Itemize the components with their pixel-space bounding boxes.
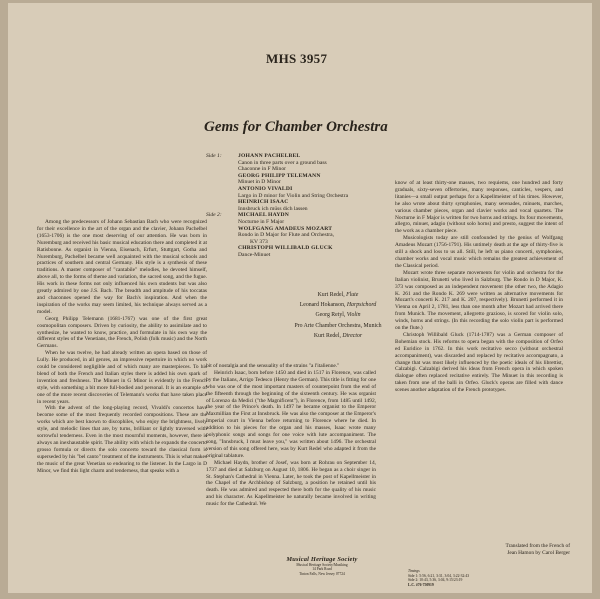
performer-name: Leonard Hokanson, (299, 302, 347, 309)
catalog-number: MHS 3957 (266, 51, 328, 66)
work-title: Dance-Minuet (238, 251, 271, 258)
notes-paragraph: Christoph Willibald Gluck (1714-1787) was a German composer of Bohemian stock. His reforms to opera began with the composition of Orfeo ed Euridice in 1762. In this work recitativo secco (without orchestral accompaniment), was discarded and replaced by recitativo accompagnato, a change that was most likely influenced by the poetic ideals of his librettist, Calzabigi. Calzabigi derived his ideas from French opera in which spoken dialogue often replaced recitative entirely. The Minuet in this recording is taken from one of the balli in Orfeo. Gluck's operas are filled with dance scenes another adaptation of the French prototypes. (395, 331, 563, 394)
performer-role: Director (342, 332, 363, 339)
composer-name: HEINRICH ISAAC (238, 199, 289, 206)
album-title: Gems for Chamber Orchestra (204, 119, 388, 135)
performer (258, 321, 418, 331)
work-title: Nocturne in F Major (238, 218, 285, 225)
label-address-line: Tinton Falls, New Jersey 07724 (299, 571, 345, 576)
notes-paragraph: Michael Haydn, brother of Josef, was born at Rohrau on September 14, 1737 and died at Salzburg on August 10, 1806. He began as a choir singer in St. Stephan's Cathedral in Vienna. Later, he took the post of Kapellmeister in the Chapel of the Archbishop of Salzburg, a position he retained until his death. He was admired and respected there both for the quality of his music and his character. As Kapellmeister he naturally became involved in writing music for the Cathedral. We (206, 459, 376, 508)
performer-name: Georg Retyl, (315, 312, 347, 319)
side2-row-1 (206, 212, 416, 219)
notes-paragraph: Musicologists today are still confounded by the genius of Wolfgang Amadeus Mozart (1756-1791). His untimely death at the age of thirty-five is still a shock and loss to us all. Still, he left us piano concerti, symphonies, chamber works and vocal music which remains the greatest achievement of the Classical period. (395, 235, 563, 269)
performer-name: Kurt Redel, (317, 292, 347, 298)
notes-paragraph: Mozart wrote three separate movements for violin and orchestra for the Italian violinist, Brunetti who lived in Salzburg. The Rondo in D Major, K. 373 was composed as an independent movement (the other two, the Adagio K. 261 and the Rondo K. 269 were written as alternative movements for Mozart's concerti K. 217 and K. 207, respectively). Brunetti performed it in Vienna on April 2, 1781, less than one month after Mozart had arrived there from Munich. The movement, allegretto grazioso, is scored for violin solo, winds, horns and strings. (In this recording the solo violin part is performed on the flute.) (395, 269, 563, 332)
notes-paragraph: know of at least thirty-one masses, two requiems, one hundred and forty graduals, sixty-seven offertories, many responses, canticles, vespers, and litanies—a small output perhaps for a Kapellmeister of his times. However, he also wrote about thirty symphonies, many serenades, minuets, marches, various chamber pieces, organ and clavier works and vocal quartets. The Nocturne in F Major is written for two horns and strings. Its four movements, allegro, minuet, adagio (without solo horns) and presto, suggest the intent of the work as a chamber piece. (395, 180, 563, 235)
composer-name: WOLFGANG AMADEUS MOZART (238, 225, 333, 232)
composer-name: GEORG PHILIPP TELEMANN (238, 172, 321, 179)
library-of-congress-number: L.C. #76-750919 (408, 582, 434, 587)
work-title: Rondo in D Major for Flute and Orchestra, (238, 232, 335, 239)
work-title: Minuet in D Minor (238, 179, 281, 186)
performer (258, 290, 418, 300)
work-title: Largo in D minor for Violin and String Orchestra (238, 192, 349, 199)
side1-label: Side 1: (206, 153, 222, 159)
label-logo (262, 556, 382, 576)
composer-name: MICHAEL HAYDN (238, 212, 290, 219)
timings-label: Timings (408, 569, 420, 573)
performers-list (258, 290, 418, 341)
side2-label: Side 2: (206, 212, 222, 219)
work-title: Innsbruck ich müss dich lassen (238, 205, 308, 212)
liner-notes-column-3 (395, 180, 563, 394)
timings-side2: Side 2: 10:43, 5:36, 3:04, 9:15/23:19 (408, 578, 463, 583)
side1-row-1 (206, 153, 416, 160)
album-back-cover (8, 3, 592, 593)
liner-notes-column-1 (37, 219, 207, 475)
performer-role: Flute (346, 292, 359, 298)
timings-side1: Side 1: 5:56, 6:21, 3:31, 3:04, 3:22-32:43 (408, 573, 470, 578)
timings-block (408, 569, 568, 587)
label-address-line: Musical Heritage Society/Musiking (296, 563, 348, 567)
composer-name: JOHANN PACHELBEL (238, 153, 301, 159)
translation-credit (440, 543, 570, 557)
performer (258, 331, 418, 341)
notes-paragraph: When he was twelve, he had already written an opera based on those of Lully. He produced, in all genres, an impressive repertoire in which no work could be considered negligible and of which many are masterpieces. To his blend of both the French and Italian styles there is added his own spark of invention and freshness. The Minuet in G Minor is evidently in the French style, with something a bit more full-bodied and personal. It is an example of one of the more recent discoveries of Telemann's works that have taken place in recent years. (37, 350, 207, 405)
work-title: KV 373 (250, 238, 268, 245)
notes-paragraph: With the advent of the long-playing record, Vivaldi's concertos have become some of the most frequently recorded compositions. These are the works which are best known to discophiles, who enjoy the brightness, lively style, and melodic lines that are, by turns, brilliant or lightly traversed with sorrowful tenderness. Even in the most mournful moments, however, there is always an inexhaustable spirit. The ability with which he expands the concerto grosso formula or directs the solo concerto toward the classical form is superseded by his "bel canto" treatment of the instruments. This is what makes the music of the great Venetian so endearing to the listener. In the Largo in D Minor, we find this light charm and tenderness, that speaks with a (37, 405, 207, 474)
credit-line: Jean Hamon by Carol Berger (507, 550, 570, 556)
work-title: Chaconne in F Minor (238, 166, 287, 173)
notes-paragraph: Georg Philipp Telemann (1681-1767) was one of the first great cosmopolitan composers. Driven by curiosity, the ability to assimilate and to synthesize, he wanted to know, practice, and formulate in his own way the different styles of the Venetians, the French, Polish (folk music) and the North Germans. (37, 315, 207, 350)
notes-paragraph: Heinrich Isaac, born before 1450 and died in 1517 in Florence, was called by the Italians, Arrigo Tedesco (Henry the German). This title is fitting for one who was one of the most important masters of counterpoint from the end of the fifteenth through the beginning of the sixteenth century. He was organist of Lorenzo da Medici ("the Magnificent"), in Florence, from 1485 until 1492, the year of the Prince's death. In 1497 he became organist to the Emperor Maxmillian the First at Innsbruck. He was also the composer at the Emperor's Imperial court in Vienna before returning to Florence where he died. In addition to his pieces for the organ and his masses, Isaac wrote many polyphonic songs and songs for one voice with lute accompaniment. The song, "Innsbruck, I must leave you," was written about 1496. The orchestral version of this song offered here, was by Kurt Redel who adapted it from the original tablature. (206, 369, 376, 459)
performer (258, 300, 418, 310)
notes-paragraph: bit of nostalgia and the sensuality of the strains "a l'italienne." (206, 363, 340, 369)
composer-name: CHRISTOPH WILLIBALD GLUCK (238, 245, 333, 252)
label-name: Musical Heritage Society (286, 556, 358, 563)
performer-role: Harpsichord (346, 302, 377, 309)
performer-name: Kurt Redel, (313, 332, 343, 339)
notes-paragraph: Among the predecessors of Johann Sebastian Bach who were recognized for their excellence in the art of the organ and the clavier, Johann Pachelbel (1653-1706) is the one most deserving of our attention. He was born in Nuremburg and received his basic musical education there and completed it at Ratisbonne. As organist in Vienna, Eisenach, Erfurt, Stuttgart, Gotha and Nuremburg, Pachelbel became well acquainted with the musical schools and practices of southern and central Germany. His style is a synthesis of these traditions. A master composer of "cantabile" melodies, he devoted himself, above all, to the forms of theme and variation, the sacred song, and the fugue. His work in these forms not only influenced his own students but was also greatly admired by one J.S. Bach. The breadth and ampitude of his toccatas and chaconnes opened the way for Bach's inspiration. And when the inspiration of the works may seem limited, his technique always served as a model. (37, 219, 207, 315)
composer-name: ANTONIO VIVALDI (238, 185, 293, 192)
liner-notes-column-2 (206, 363, 376, 508)
credit-line: Translated from the French of (505, 543, 570, 549)
performer-name: Pro Arte Chamber Orchestra, Munich (294, 322, 382, 329)
performer-role: Violin (346, 312, 361, 319)
program-listing (206, 153, 416, 259)
label-address-line: 14 Park Road (312, 567, 332, 572)
work-title: Canon in three parts over a ground bass (238, 159, 327, 166)
performer (258, 310, 418, 320)
